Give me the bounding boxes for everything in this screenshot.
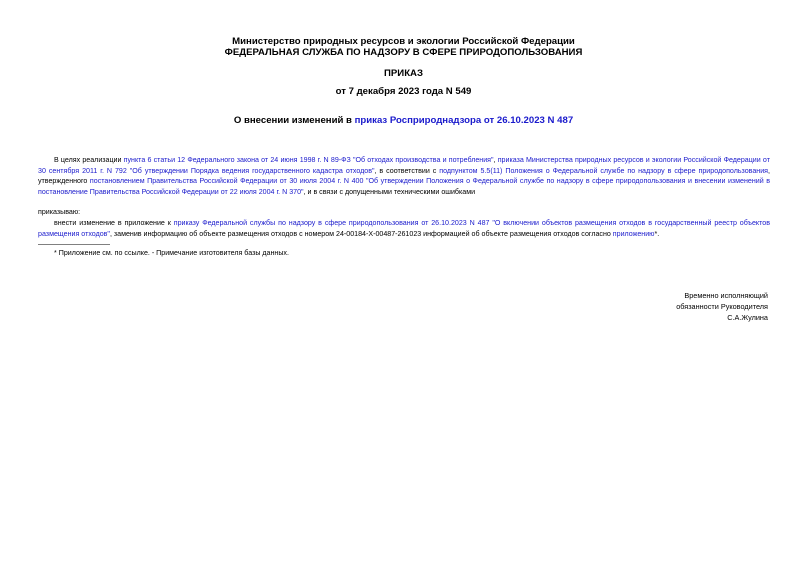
preamble-text-2: ,	[493, 156, 498, 164]
preamble-text-3: , в соответствии с	[374, 166, 440, 175]
body-link-order-487[interactable]: приказу Федеральной службы по надзору в сфере природопользования от 26.10.2023 N 487 "О включении объектов размещения отходов в государственный реестр объектов размещения отходов"	[38, 219, 770, 238]
order-body-paragraph	[38, 218, 770, 239]
document-date-number: от 7 декабря 2023 года N 549	[335, 86, 472, 97]
document-type: ПРИКАЗ	[384, 68, 423, 79]
service-name: ФЕДЕРАЛЬНАЯ СЛУЖБА ПО НАДЗОРУ В СФЕРЕ ПРИРОДОПОЛЬЗОВАНИЯ	[224, 47, 583, 58]
preamble-link-law[interactable]: пункта 6 статьи 12 Федерального закона от 24 июня 1998 г. N 89-ФЗ "Об отходах производства и потребления"	[123, 156, 494, 164]
preamble-text-1: В целях реализации	[54, 156, 124, 164]
title-prefix: О внесении изменений в	[233, 115, 355, 126]
signature-name: С.А.Жулина	[727, 313, 768, 322]
preamble-text-4: , утвержденного	[38, 166, 770, 186]
preamble-link-ministry-order[interactable]: приказа Министерства природных ресурсов и экологии Российской Федерации от 30 сентября 2011 г. N 792 "Об утверждении Порядка ведения государственного кадастра отходов"	[38, 156, 770, 175]
preamble-link-resolution[interactable]: постановлением Правительства Российской Федерации от 30 июля 2004 г. N 400 "Об утверждении Положения о Федеральной службе по надзору в сфере природопользования и внесении изменений в постановление Правительства Российской Федерации от 22 июля 2004 г. N 370"	[38, 177, 770, 196]
signature-position-2: обязанности Руководителя	[676, 302, 768, 311]
document-title	[0, 115, 807, 126]
footnote-divider	[38, 244, 110, 245]
order-word: приказываю:	[38, 208, 81, 216]
preamble-link-subclause[interactable]: подпунктом 5.5(11) Положения о Федеральной службе по надзору в сфере природопользования	[439, 166, 769, 175]
preamble-text-5: , и в связи с допущенными техническими ошибками	[303, 187, 476, 196]
preamble-paragraph	[38, 155, 770, 197]
title-link[interactable]: приказ Росприроднадзора от 26.10.2023 N 487	[354, 115, 574, 126]
ministry-name: Министерство природных ресурсов и экологии Российской Федерации	[232, 36, 575, 47]
body-text-3: *.	[654, 229, 660, 238]
body-text-2: , заменив информацию об объекте размещения отходов с номером 24-00184-Х-00487-261023 информацией об объекте размещения отходов согласно	[109, 229, 613, 238]
body-link-appendix[interactable]: приложению	[612, 229, 655, 238]
footnote: * Приложение см. по ссылке. - Примечание изготовителя базы данных.	[54, 249, 289, 257]
body-text-1: внести изменение в приложение к	[54, 219, 174, 227]
signature-position-1: Временно исполняющий	[684, 291, 768, 300]
